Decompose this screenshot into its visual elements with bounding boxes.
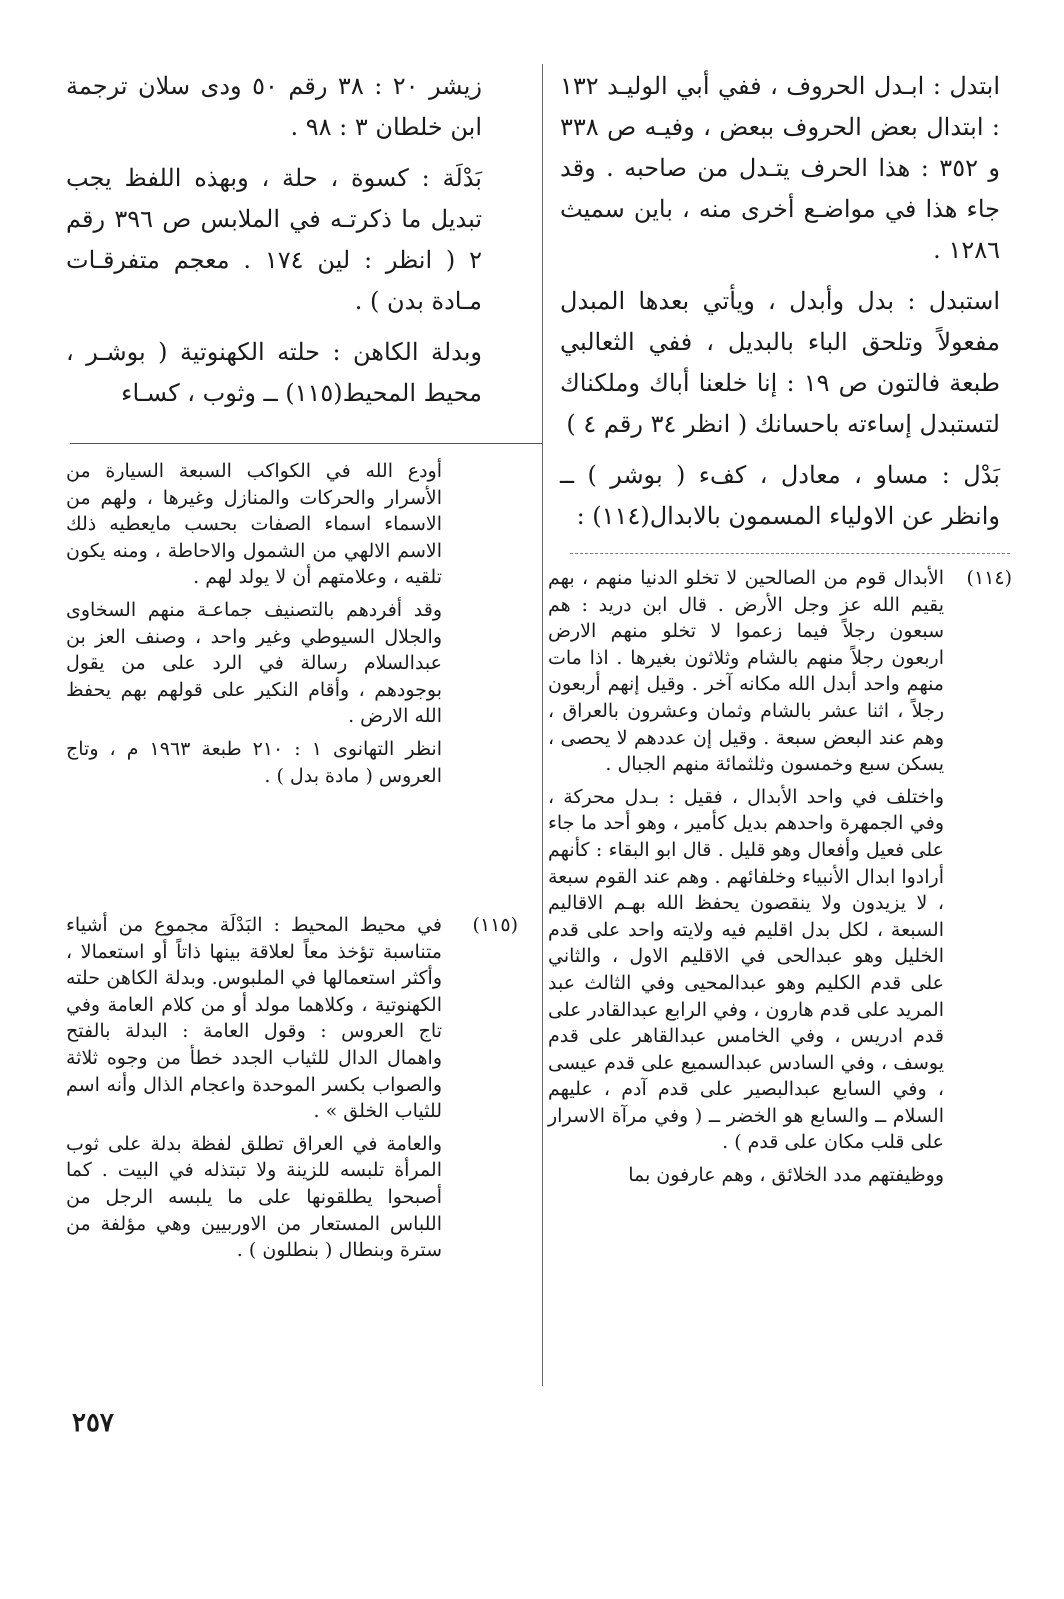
footnote-114 [548,565,944,1195]
footnote-115-paragraph: في محيط المحيط : البَدْلَة مجموع من أشياء متناسبة تؤخذ معاً لعلاقة بينها ذاتاً أو استعمالا ، وأكثر استعمالها في الملبوس. وبدلة الكاهن حلته الكهنوتية ، وكلاهما مولد أو من كلام العامة وفي تاج العروس : وقول العامة : البدلة بالفتح واهمال الدال للثياب الجدد خطأ من وجوه ثلاثة والصواب بكسر الموحدة واعجام الذال وأنه اسم للثياب الخلق » . [66,914,442,1123]
column-divider [542,64,543,1386]
footnote-114-paragraph: الأبدال قوم من الصالحين لا تخلو الدنيا منهم ، بهم يقيم الله عز وجل الأرض . قال ابن دريد : هم سبعون رجلاً فيما زعموا لا تخلو منهم الارض اربعون رجلاً منهم بالشام وثلاثون بغيرها . اذا مات منهم واحد أبدل الله مكانه آخر . وقيل إنهم أربعون رجلاً ، اثنا عشر بالشام وثمان وعشرون بالعراق ، وهم عند البعض سبعة . وقيل إن عددهم لا يحصى ، يسكن سبع وخمسون وثلثمائة منهم الجبال . [548,567,944,776]
left-footnote-separator [70,443,542,444]
entry-badlat-alkahin: وبدلة الكاهن : حلته الكهنوتية ( بوشـر ، محيط المحيط(١١٥) ــ وثوب ، كسـاء [66,338,482,407]
footnote-continuation-paragraph: وقد أفردهم بالتصنيف جماعـة منهم السخاوى والجلال السيوطي وغير واحد ، وصنف العز بن عبدالسلام رسالة في الرد على من يقول بوجودهم ، وأقام النكير على قولهم بهم يحفظ الله الارض . [66,598,442,728]
entry-zeitschrift-reference: زيشر ٢٠ : ٣٨ رقم ٥٠ ودى سلان ترجمة ابن خلطان ٣ : ٩٨ . [66,72,482,141]
page-number: ٢٥٧ [72,1408,114,1438]
footnote-114-paragraph: واختلف في واحد الأبدال ، فقيل : بـدل محركة ، وفي الجمهرة واحدهم بديل كأمير ، وهو أحد ما جاء على فعيل وأفعال وهو قليل . قال ابو البقاء : كأنهم أرادوا ابدال الأنبياء وخلفائهم . وهم عند القوم سبعة ، لا يزيدون ولا ينقصون يحفظ الله بهـم الاقاليم السبعة ، لكل بدل اقليم فيه ولايته واحد على قدم الخليل وهو عبدالحى في الاقليم الاول ، والثاني على قدم الكليم وهو عبدالمحيى وفي الثالث عبد المريد على قدم هارون ، وفي الرابع عبدالقادر على قدم ادريس ، وفي الخامس عبدالقاهر على قدم يوسف ، وفي السادس عبدالسميع على قدم عيسى ، وفي السابع عبدالبصير على قدم آدم ، عليهم السلام ــ والسابع هو الخضر ــ ( وفي مرآة الاسرار على قلب مكان على قدم ) . [548,785,944,1154]
entry-ibtadal: ابتدل : ابـدل الحروف ، ففي أبي الوليـد ١٣٢ : ابتدال بعض الحروف ببعض ، وفيـه ص ٣٣٨ و ٣٥٢ : هذا الحرف يتـدل من صاحبه . وقد جاء هذا في مواضـع أخرى منه ، باين سميث ١٢٨٦ . [560,72,1001,264]
footnote-continuation-paragraph: أودع الله في الكواكب السبعة السيارة من الأسرار والحركات والمنازل وغيرها ، ولهم من الاسماء اسماء الصفات بحسب مايعطيه ذلك الاسم الالهي من الشمول والاحاطة ، ومنه يكون تلقيه ، وعلامتهم أن لا يولد لهم . [66,460,442,589]
footnote-number-114: (١١٤) [966,567,1012,589]
footnote-114-continuation [66,458,442,795]
left-column-entries [66,66,482,424]
footnote-continuation-paragraph: انظر التهانوى ١ : ٢١٠ طبعة ١٩٦٣ م ، وتاج العروس ( مادة بدل ) . [66,737,442,787]
footnote-115-paragraph: والعامة في العراق تطلق لفظة بدلة على ثوب المرأة تلبسه للزينة ولا تبتذله في البيت . كما أصبحوا يطلقونها على ما يلبسه الرجل من اللباس المستعار من الاوربيين وهي مؤلفة من سترة وبنطال ( بنطلون ) . [66,1132,442,1262]
footnote-114-paragraph: ووظيفتهم مدد الخلائق ، وهم عارفون بما [628,1164,944,1187]
right-column-entries [560,66,1000,547]
entry-badla: بَدْلَة : كسوة ، حلة ، وبهذه اللفظ يجب تبديل ما ذكرتـه في الملابس ص ٣٩٦ رقم ٢ ( انظر : لين ١٧٤ . معجم متفرقـات مـادة بدن ) . [66,164,482,315]
footnote-number-115: (١١٥) [472,914,518,936]
entry-badl: بَدْل : مساو ، معادل ، كفء ( بوشر ) ــ وانظر عن الاولياء المسمون بالابدال(١١٤) : [560,461,1000,530]
footnote-115 [66,912,442,1270]
right-footnote-separator [570,553,1010,554]
entry-istabdal: استبدل : بدل وأبدل ، ويأتي بعدها المبدل مفعولاً وتلحق الباء بالبديل ، ففي الثعالبي طبعة فالتون ص ١٩ : إنا خلعنا أباك وملكناك لتستبدل إساءته باحسانك ( انظر ٣٤ رقم ٤ ) [560,287,1000,438]
